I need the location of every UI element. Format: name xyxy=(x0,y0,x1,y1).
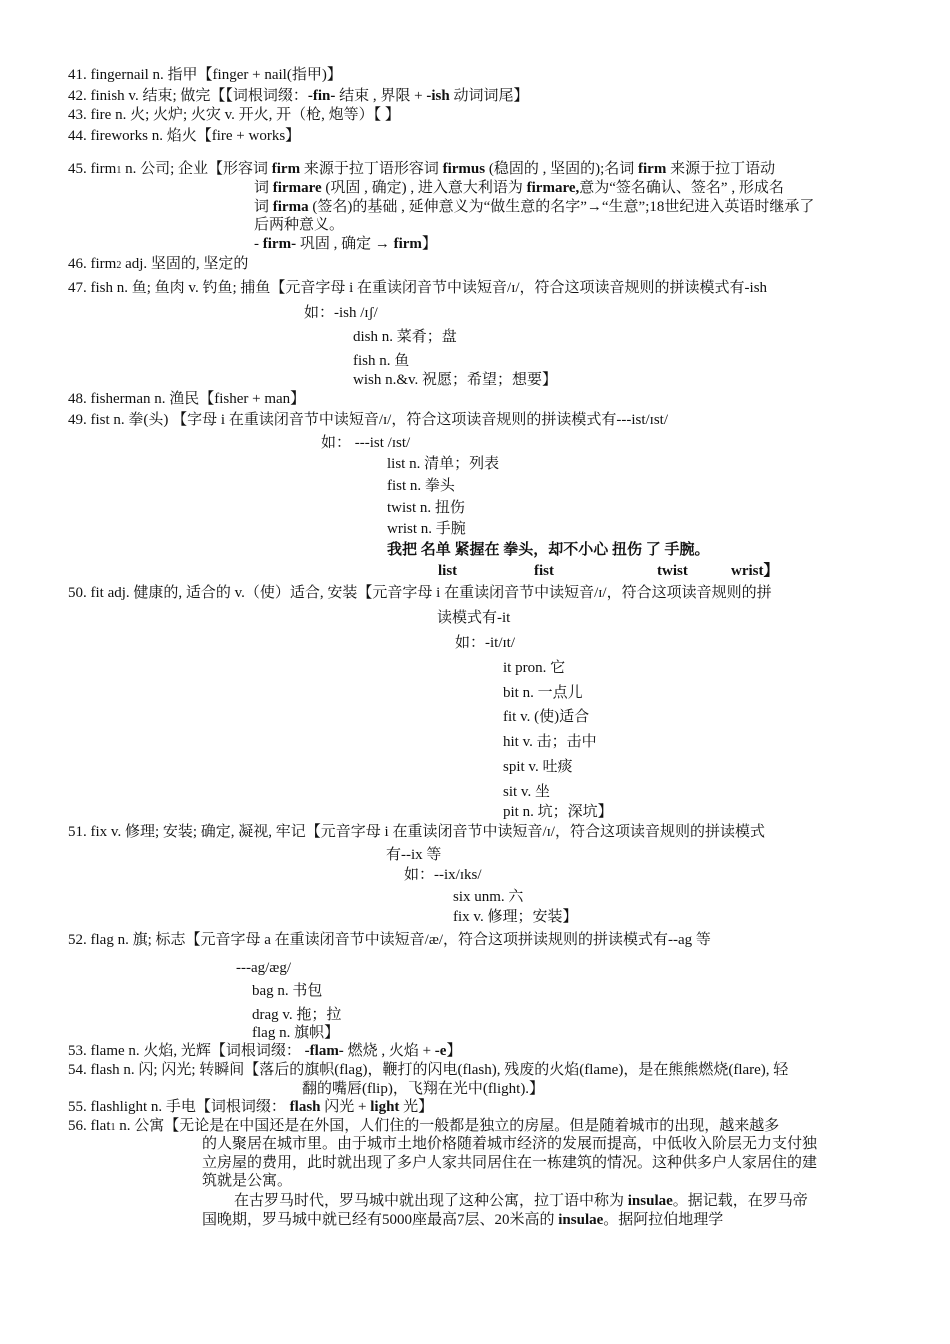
entry-51-cont: 有--ix 等 xyxy=(386,847,442,863)
entry-47: 47. fish n. 鱼; 鱼肉 v. 钓鱼; 捕鱼【元音字母 i 在重读闭音节中读短音/ɪ/，符合这项读音规则的拼读模式有-ish xyxy=(68,280,768,296)
example-word: bit n. 一点儿 xyxy=(503,685,583,701)
keyword: flash xyxy=(289,1099,321,1115)
example-heading: ---ag/æg/ xyxy=(236,960,291,976)
entry-51: 51. fix v. 修理; 安装; 确定, 凝视, 牢记【元音字母 i 在重读闭音节中读短音/ɪ/，符合这项读音规则的拼读模式 xyxy=(68,824,765,840)
mnemonic-sentence: 我把 名单 紧握在 拳头，却不小心 扭伤 了 手腕。 xyxy=(387,542,710,558)
entry-45 xyxy=(68,160,775,180)
homograph-number: 1 xyxy=(116,165,122,176)
entry-56-text: 国晚期，罗马城中就已经有5000座最高7层、20米高的 xyxy=(202,1212,559,1228)
entry-49: 49. fist n. 拳(头) 【字母 i 在重读闭音节中读短音/ɪ/，符合这项读音规则的拼读模式有---ist/ɪst/ xyxy=(68,412,668,428)
entry-55 xyxy=(68,1098,433,1116)
keyword: firm xyxy=(393,236,422,252)
homograph-number: 2 xyxy=(116,260,122,271)
mnemonic-keyword: twist xyxy=(657,563,688,579)
entry-56-line: 立房屋的费用，此时就出现了多户人家共同居住在一栋建筑的情况。这种供多户人家居住的建 xyxy=(202,1155,818,1171)
entry-45-text: 来源于拉丁语形容词 xyxy=(300,161,443,177)
entry-45-text: - xyxy=(254,236,263,252)
keyword: firm xyxy=(271,161,301,177)
entry-54: 54. flash n. 闪; 闪光; 转瞬间【落后的旗帜(flag)，鞭打的闪电(flash), 残废的火焰(flame)，是在熊熊燃烧(flare), 轻 xyxy=(68,1062,789,1078)
entry-46-head: 46. firm xyxy=(68,256,117,272)
entry-45-text: 意为“签名确认、签名” , 形成名 xyxy=(579,180,784,196)
entry-42-text: 42. finish v. 结束; 做完【【词根词缀： xyxy=(68,88,308,104)
entry-45-text: (巩固 , 确定) , 进入意大利语为 xyxy=(321,180,527,196)
entry-42 xyxy=(68,87,528,105)
entry-56-head: 56. flat xyxy=(68,1118,111,1134)
entry-56-text: n. 公寓【无论是在中国还是在外国，人们住的一般都是独立的房屋。但是随着城市的出现，越来越多 xyxy=(115,1118,780,1134)
entry-56-line xyxy=(234,1192,808,1210)
example-word: list n. 清单；列表 xyxy=(387,456,500,472)
keyword: firma xyxy=(272,199,309,215)
example-word: twist n. 扭伤 xyxy=(387,500,465,516)
entry-56-text: 在古罗马时代，罗马城中就出现了这种公寓，拉丁语中称为 xyxy=(234,1193,628,1209)
entry-42-text: 结束 , 界限 + xyxy=(335,88,427,104)
entry-56-text: 。据记载，在罗马帝 xyxy=(672,1193,808,1209)
keyword: firm- xyxy=(262,236,297,252)
entry-56-line: 的人聚居在城市里。由于城市土地价格随着城市经济的发展而提高，中低收入阶层无力支付独 xyxy=(202,1136,818,1152)
entry-56 xyxy=(68,1117,779,1137)
example-word: sit v. 坐 xyxy=(503,784,550,800)
mnemonic-keyword: fist xyxy=(534,563,554,579)
entry-56-text: 。据阿拉伯地理学 xyxy=(603,1212,724,1228)
example-word: wrist n. 手腕 xyxy=(387,521,466,537)
example-word: hit v. 击；击中 xyxy=(503,734,597,750)
entry-45-line: 后两种意义。 xyxy=(254,217,345,233)
suffix-e: -e xyxy=(434,1043,447,1059)
entry-45-text: 巩固 , 确定 → xyxy=(296,236,394,252)
entry-45-line xyxy=(254,235,437,253)
entry-45-text: 来源于拉丁语动 xyxy=(666,161,776,177)
example-word: fish n. 鱼 xyxy=(353,353,410,369)
example-heading: 如：-ish /ɪʃ/ xyxy=(304,305,378,321)
example-word: wish n.&v. 祝愿；希望；想要】 xyxy=(353,372,558,388)
entry-43: 43. fire n. 火; 火炉; 火灾 v. 开火, 开（枪, 炮等）【 】 xyxy=(68,107,400,123)
entry-45-text: (稳固的 , 坚固的);名词 xyxy=(485,161,639,177)
suffix-ish: -ish xyxy=(426,88,450,104)
example-word: fix v. 修理；安装】 xyxy=(453,909,578,925)
mnemonic-keyword: list xyxy=(438,563,458,579)
entry-45-text: 词 xyxy=(254,199,273,215)
example-word: dish n. 菜肴；盘 xyxy=(353,329,457,345)
example-heading: 如： ---ist /ɪst/ xyxy=(321,435,411,451)
entry-53-text: 】 xyxy=(446,1043,462,1059)
entry-55-text: 闪光 + xyxy=(320,1099,371,1115)
example-word: flag n. 旗帜】 xyxy=(252,1025,340,1041)
root-fin: -fin- xyxy=(307,88,336,104)
entry-56-line: 筑就是公寓。 xyxy=(202,1173,293,1189)
example-word: fist n. 拳头 xyxy=(387,478,455,494)
example-heading: 如：-it/ɪt/ xyxy=(455,635,516,651)
entry-52: 52. flag n. 旗; 标志【元音字母 a 在重读闭音节中读短音/æ/，符合这项拼读规则的拼读模式有--ag 等 xyxy=(68,932,711,948)
keyword: insulae xyxy=(558,1212,604,1228)
entry-41: 41. fingernail n. 指甲【finger + nail(指甲)】 xyxy=(68,67,342,83)
keyword: firmus xyxy=(442,161,486,177)
entry-53-text: 53. flame n. 火焰, 光辉【词根词缀： xyxy=(68,1043,305,1059)
entry-46 xyxy=(68,255,248,275)
homograph-number: 1 xyxy=(110,1122,116,1133)
entry-50-cont: 读模式有-it xyxy=(437,610,511,626)
entry-45-text: n. 公司; 企业【形容词 xyxy=(121,161,272,177)
keyword: firmare, xyxy=(526,180,580,196)
entry-45-text: 词 xyxy=(254,180,273,196)
entry-48: 48. fisherman n. 渔民【fisher + man】 xyxy=(68,391,306,407)
entry-46-text: adj. 坚固的, 坚定的 xyxy=(121,256,249,272)
entry-50: 50. fit adj. 健康的, 适合的 v.（使）适合, 安装【元音字母 i 在重读闭音节中读短音/ɪ/，符合这项读音规则的拼 xyxy=(68,585,772,601)
entry-53 xyxy=(68,1042,461,1060)
entry-53-text: 燃烧 , 火焰 + xyxy=(343,1043,435,1059)
example-word: bag n. 书包 xyxy=(252,983,323,999)
root-flam: -flam- xyxy=(304,1043,344,1059)
entry-44: 44. fireworks n. 焰火【fire + works】 xyxy=(68,128,301,144)
keyword: firmare xyxy=(272,180,322,196)
entry-55-text: 光】 xyxy=(399,1099,434,1115)
entry-45-text: (签名)的基础 , 延伸意义为“做生意的名字”→“生意”;18世纪进入英语时继承了 xyxy=(308,199,815,215)
entry-56-line xyxy=(202,1211,723,1229)
example-word: it pron. 它 xyxy=(503,660,566,676)
mnemonic-keyword: wrist】 xyxy=(731,563,779,579)
entry-42-text: 动词词尾】 xyxy=(449,88,529,104)
keyword: firm xyxy=(638,161,667,177)
example-heading: 如：--ix/ɪks/ xyxy=(404,867,482,883)
keyword: insulae xyxy=(627,1193,673,1209)
example-word: pit n. 坑；深坑】 xyxy=(503,804,613,820)
entry-54-cont: 翻的嘴唇(flip)，飞翔在光中(flight).】 xyxy=(302,1081,545,1097)
keyword: light xyxy=(370,1099,400,1115)
example-word: drag v. 拖；拉 xyxy=(252,1007,342,1023)
entry-45-line xyxy=(254,179,784,197)
example-word: six unm. 六 xyxy=(453,889,524,905)
example-word: spit v. 吐痰 xyxy=(503,759,573,775)
entry-45-head: 45. firm xyxy=(68,161,117,177)
example-word: fit v. (使)适合 xyxy=(503,709,590,725)
entry-45-line xyxy=(254,198,814,216)
entry-45-text: 】 xyxy=(421,236,437,252)
entry-55-text: 55. flashlight n. 手电【词根词缀： xyxy=(68,1099,290,1115)
